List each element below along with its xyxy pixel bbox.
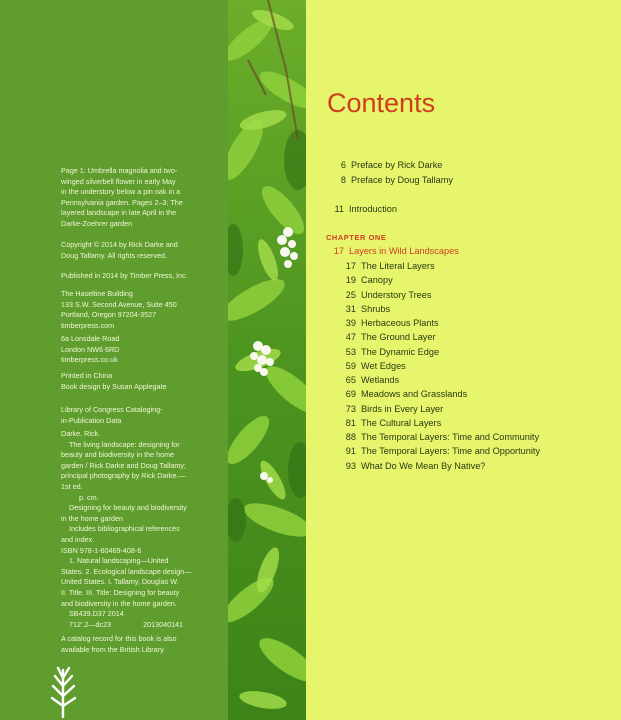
catalog-note bbox=[61, 634, 221, 655]
toc-page-number: 39 bbox=[345, 318, 356, 328]
chapter-label: CHAPTER ONE bbox=[326, 233, 387, 242]
text-line: States. 2. Ecological landscape design— bbox=[61, 566, 192, 576]
toc-title: Preface by Rick Darke bbox=[351, 160, 443, 170]
uk-address bbox=[61, 334, 221, 366]
toc-title: The Literal Layers bbox=[361, 261, 435, 271]
text-line: The living landscape: designing for bbox=[61, 439, 180, 449]
toc-page-number: 69 bbox=[345, 389, 356, 400]
text-line: in-Publication Data bbox=[61, 415, 122, 425]
text-line: principal photography by Rick Darke.— bbox=[61, 471, 186, 481]
toc-page-number: 81 bbox=[345, 417, 356, 428]
toc-page-number: 19 bbox=[345, 275, 356, 286]
toc-title: The Temporal Layers: Time and Opportunity bbox=[361, 446, 541, 457]
text-line: p. cm. bbox=[61, 492, 99, 502]
toc-title: What Do We Mean By Native? bbox=[361, 460, 486, 471]
text-line: Printed in China bbox=[61, 371, 113, 380]
cip-data bbox=[61, 429, 221, 630]
toc-page-number: 93 bbox=[345, 460, 356, 471]
toc-page-number: 47 bbox=[345, 332, 356, 343]
text-line: garden / Rick Darke and Doug Tallamy; bbox=[61, 460, 186, 470]
text-line: Book design by Susan Applegate bbox=[61, 381, 167, 391]
text-line: Darke-Zoehrer garden bbox=[61, 218, 133, 228]
text-line: winged silverbell flower in early May bbox=[61, 176, 176, 186]
text-line: ISBN 978-1-60469-408-6 bbox=[61, 545, 142, 555]
text-line: and biodiversity in the home garden. bbox=[61, 598, 177, 608]
us-address bbox=[61, 289, 221, 331]
toc-title: Layers in Wild Landscapes bbox=[349, 246, 459, 256]
photo-caption bbox=[61, 166, 221, 230]
text-line: United States. I. Tallamy, Douglas W. bbox=[61, 577, 179, 587]
text-line: in the understory below a pin oak in a bbox=[61, 187, 181, 197]
toc-page-number: 17 bbox=[333, 246, 344, 256]
toc-page-number: 25 bbox=[345, 289, 356, 300]
toc-page-number: 53 bbox=[345, 346, 356, 357]
toc-title: The Temporal Layers: Time and Community bbox=[361, 432, 540, 442]
text-line: Darke, Rick. bbox=[61, 429, 101, 438]
toc-title: The Cultural Layers bbox=[361, 417, 442, 428]
toc-page-number: 6 bbox=[340, 160, 346, 170]
text-line: 6a Lonsdale Road bbox=[61, 334, 120, 343]
text-line: Pennsylvania garden. Pages 2–3: The bbox=[61, 197, 183, 207]
text-line: timberpress.com bbox=[61, 320, 115, 330]
text-line: Published in 2014 by Timber Press, Inc. bbox=[61, 271, 188, 280]
text-line: in the home garden bbox=[61, 513, 123, 523]
toc-title: Wet Edges bbox=[361, 360, 406, 371]
text-line: Portland, Oregon 97204-3527 bbox=[61, 310, 157, 320]
toc-title: Wetlands bbox=[361, 375, 400, 385]
foliage-image bbox=[228, 0, 306, 720]
text-line: SB439.D37 2014 bbox=[61, 609, 124, 619]
toc-page-number: 17 bbox=[345, 261, 356, 271]
timber-press-tree-logo bbox=[48, 662, 78, 718]
text-line: 1. Natural landscaping—United bbox=[61, 556, 169, 566]
copyright-notice bbox=[61, 240, 221, 261]
text-line: 1st ed. bbox=[61, 481, 83, 491]
text-line: The Haseltine Building bbox=[61, 289, 133, 298]
toc-page-number: 8 bbox=[340, 175, 346, 185]
text-line: 133 S.W. Second Avenue, Suite 450 bbox=[61, 299, 177, 309]
publisher-line bbox=[61, 271, 221, 282]
toc-title: Herbaceous Plants bbox=[361, 318, 439, 328]
text-line: Library of Congress Cataloging- bbox=[61, 405, 163, 414]
toc-page-number: 31 bbox=[345, 303, 356, 314]
toc-page-number: 11 bbox=[334, 204, 344, 214]
page-title: Contents bbox=[327, 88, 436, 118]
text-line: layered landscape in late April in the bbox=[61, 208, 177, 218]
printing-info bbox=[61, 371, 221, 392]
toc-page-number: 59 bbox=[345, 360, 356, 371]
copyright-column bbox=[0, 0, 228, 720]
toc-title: Understory Trees bbox=[361, 289, 432, 300]
text-line: A catalog record for this book is also bbox=[61, 634, 177, 643]
leaf-photo bbox=[228, 0, 306, 720]
toc-title: Introduction bbox=[349, 204, 398, 214]
text-line: timberpress.co.uk bbox=[61, 355, 118, 365]
text-line: available from the British Library. bbox=[61, 644, 166, 654]
toc-title: Meadows and Grasslands bbox=[361, 389, 468, 400]
text-line: and index. bbox=[61, 534, 95, 544]
text-line: II. Title. III. Title: Designing for beauty bbox=[61, 587, 180, 597]
text-line: Copyright © 2014 by Rick Darke and bbox=[61, 240, 178, 249]
text-line: Doug Tallamy. All rights reserved. bbox=[61, 250, 167, 260]
toc-page-number: 88 bbox=[345, 432, 356, 442]
toc-page-number: 73 bbox=[345, 403, 356, 414]
text-line: Page 1: Umbrella magnolia and two- bbox=[61, 166, 178, 175]
toc-title: The Ground Layer bbox=[361, 332, 436, 343]
toc-title: The Dynamic Edge bbox=[361, 346, 440, 357]
text-line: 712'.2—dc23 2013040141 bbox=[61, 619, 184, 629]
text-line: Designing for beauty and biodiversity bbox=[61, 503, 187, 513]
toc-title: Birds in Every Layer bbox=[361, 403, 444, 414]
contents-column bbox=[306, 0, 621, 720]
toc-title: Preface by Doug Tallamy bbox=[351, 175, 453, 185]
text-line: Includes bibliographical references bbox=[61, 524, 180, 534]
text-line: beauty and biodiversity in the home bbox=[61, 450, 175, 460]
text-line: London NW6 6RD bbox=[61, 344, 120, 354]
toc-title: Shrubs bbox=[361, 303, 391, 314]
toc-title: Canopy bbox=[361, 275, 393, 286]
toc-page-number: 91 bbox=[345, 446, 356, 457]
loc-heading bbox=[61, 405, 221, 426]
toc-page-number: 65 bbox=[345, 375, 356, 385]
